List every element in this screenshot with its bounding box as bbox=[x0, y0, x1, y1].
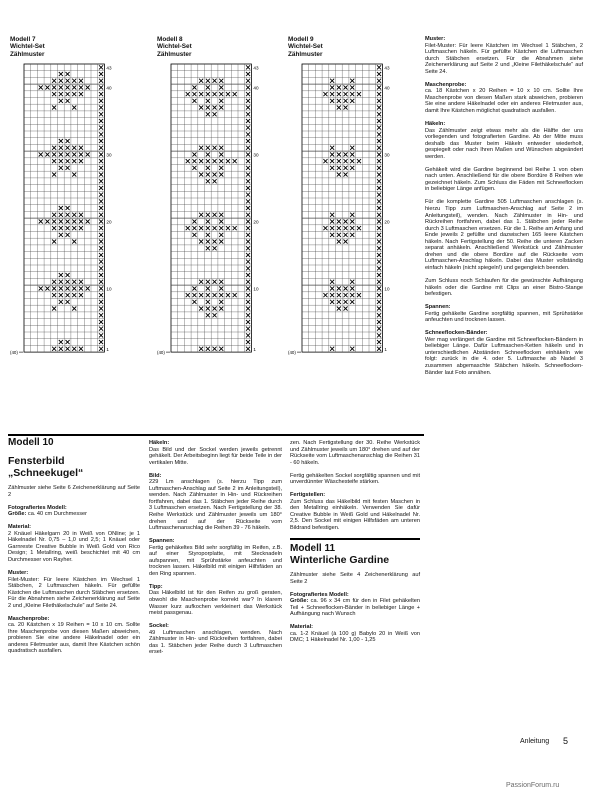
chart-model-label: Modell 7 bbox=[10, 36, 36, 43]
reference-text: Zählmuster siehe Seite 6 Zeichenerklärung auf Seite 2 bbox=[8, 485, 140, 498]
body-text: Das Häkelbild ist für den Reifen zu groß geraten, obwohl die Maschenprobe korrekt war? In klarem Wasser kurz aufkochen verkleinert das Werkstück meist passgenau. bbox=[149, 590, 282, 617]
section-heading: Fotografiertes Modell: bbox=[8, 504, 67, 511]
body-text: zen. Nach Fertigstellung der 30. Reihe Werkstück und Zählmuster jeweils um 180° drehen und auf der Rückseite vom Luftmaschenanschlag die Reihen 31 - 60 häkeln. bbox=[290, 440, 420, 466]
page-number: 5 bbox=[563, 736, 569, 746]
body-text: Filet-Muster: Für leere Kästchen im Wechsel 1 Stäbchen, 2 Luftmaschen häkeln. Für gefüllte Kästchen die Luftmaschen durch Stäbchen ersetzen. Für die Abnahmen siehe Zeichenerklärung auf Seite 2 und „Kleine Filethäkelschule“ auf Seite 24. bbox=[425, 42, 583, 75]
body-text: 229 Lm anschlagen (s. hierzu Tipp zum Luftmaschen-Anschlag auf Seite 2 im Anleitungsteil), wenden. Nach Zählmuster in Hin- und Rückreihen fortfahren, dabei das 1. Stäbchen jeder Reihe durch 3 Luftmaschen ersetzen. Nach Fertigstellung der 38. Reihe Werkstück und Zählmuster jeweils um 180° drehen und auf der Rückseite vom Luftmaschenanschlag die Reihen 39 - 76 häkeln. bbox=[149, 479, 282, 532]
row-tick-label: 40 bbox=[384, 85, 390, 91]
row-tick-label: 40 bbox=[253, 85, 259, 91]
section-heading: Maschenprobe: bbox=[8, 615, 50, 622]
body-text: Zum Schluss noch Schlaufen für die gewünschte Aufhängung häkeln oder die Gardine mit Clips an einer Bistro-Stange befestigen. bbox=[425, 278, 583, 298]
body-text: Fertig gehäkelte Gardine sorgfältig spannen, mit Sprühstärke anfeuchten und trocknen lassen. bbox=[425, 310, 583, 324]
row-tick-label: 43 bbox=[253, 65, 259, 71]
model-title-line1: Fensterbild bbox=[8, 454, 65, 467]
size-label: Größe: bbox=[290, 598, 309, 605]
reference-text: Zählmuster siehe Seite 4 Zeichenerklärung auf Seite 2 bbox=[290, 572, 420, 585]
row-tick-label: 30 bbox=[384, 152, 390, 158]
row-tick-label: 43 bbox=[384, 65, 390, 71]
section-heading: Sockel: bbox=[149, 623, 169, 630]
section-heading: Maschenprobe: bbox=[425, 81, 467, 88]
chart-model-label: Modell 8 bbox=[157, 36, 183, 43]
material-text: ca. 1-2 Knäuel (à 100 g) Babylo 20 in Weiß von DMC; 1 Häkelnadel Nr. 1,00 - 1,25 bbox=[290, 630, 420, 644]
model-number: Modell 11 bbox=[290, 542, 336, 554]
body-text: Für die komplette Gardine 505 Luftmaschen anschlagen (s. hierzu Tipp zum Luftmaschen-Anschlag auf Seite 2 im Anleitungsteil), wenden. Nach Zählmuster in Hin- und Rückreihen fortfahren, dabei das 1. Stäbchen jeder Reihe durch 3 Luftmaschen ersetzen. Für die 1. Reihe am Anfang und Ende jeweils 2 gefüllte und dazwischen 165 leere Kästchen häkeln. Nach Fertigstellung der 50. Reihe die unteren Zacken separat anhäkeln. Anschließend Werkstück und Zählmuster drehen und die obere Bordüre auf die Rückseite vom Luftmaschen-Anschlag häkeln. Dabei das Muster vollständig einfach häkeln (nicht spiegeln!) und gegengleich beenden. bbox=[425, 199, 583, 271]
section-heading: Muster: bbox=[8, 569, 29, 576]
start-marker-label: (40) bbox=[10, 350, 18, 356]
column-instructions bbox=[149, 440, 282, 662]
chart-modell-8 bbox=[157, 36, 259, 356]
section-heading: Fertigstellen: bbox=[290, 492, 326, 499]
body-text: Das Bild und der Sockel werden jeweils getrennt gehäkelt. Der Arbeitsbeginn liegt für beide Teile in der vertikalen Mitte. bbox=[149, 446, 282, 466]
section-heading: Material: bbox=[8, 524, 32, 531]
section-heading: Schneeflocken-Bänder: bbox=[425, 330, 488, 337]
row-tick-label: 40 bbox=[106, 85, 112, 91]
row-tick-label: 20 bbox=[106, 219, 112, 225]
section-heading: Bild: bbox=[149, 472, 162, 479]
pattern-text: Filet-Muster: Für leere Kästchen im Wechsel 1 Stäbchen, 2 Luftmaschen häkeln. Für gefüllte Kästchen die Luftmaschen durch Stäbchen ersetzen. Für die Abnahmen siehe Zeichenerklärung auf Seite 2 und „Kleine Filethäkelschule“ auf Seite 24. bbox=[8, 576, 140, 609]
row-tick-label: 10 bbox=[253, 286, 259, 292]
material-text: 2 Knäuel Häkelgarn 20 in Weiß von ONline; je 1 Häkelnadel Nr. 0,75 – 1,0 und 2,5; 1 Knäuel oder Garnreste Creative Bubble in Weiß Gold von Rico Design; 1 Metallring, weiß beschichtet mit 40 cm Durchmesser von Rayher. bbox=[8, 530, 140, 563]
section-heading: Spannen: bbox=[425, 304, 451, 311]
watermark: PassionForum.ru bbox=[506, 782, 560, 789]
row-tick-label: 10 bbox=[384, 286, 390, 292]
row-tick-label: 1 bbox=[106, 346, 109, 352]
section-heading: Muster: bbox=[425, 36, 446, 42]
row-tick-label: 1 bbox=[253, 346, 256, 352]
column-modell-11 bbox=[290, 440, 420, 650]
filet-chart-grid bbox=[157, 62, 297, 362]
chart-set-label: Wichtel-Set bbox=[10, 43, 45, 51]
body-text: Das Zählmuster zeigt etwas mehr als die Hälfte der uns vorliegenden und fotografierten Gardine. Ab der Mitte muss deshalb das Muster beim Häkeln entweder wiederholt, gespiegelt oder nach Ihren Maßen und Wünschen abgeändert werden. bbox=[425, 127, 583, 160]
body-text: Gehäkelt wird die Gardine beginnend bei Reihe 1 von oben nach unten. Anschließend für die obere Bordüre 8 Reihen wie gezeichnet häkeln. Zum Schluss die Fäden mit Schneeflocken in beliebiger Länge anfügen. bbox=[425, 166, 583, 193]
model-title-line2: „Schneekugel“ bbox=[8, 466, 84, 479]
filet-chart-grid bbox=[10, 62, 150, 362]
body-text: Zum Schluss das Häkelbild mit festen Maschen in den Metallring einhäkeln. Verwenden Sie dafür Creative Bubble in Weiß Gold und Häkelnadel Nr. 2,5. Den Sockel mit einigen Hilfsfäden am unteren Bildrand befestigen. bbox=[290, 498, 420, 532]
chart-set-label: Wichtel-Set bbox=[157, 43, 192, 51]
body-text: Fertig gehäkeltes Bild sehr sorgfältig im Reifen, z.B. auf einer Styroporplatte, mit Stecknadeln aufspannen, mit Sprühstärke anfeuchten und trocknen lassen. Häkelbild mit einigen Hilfsfäden an den Ring spannen. bbox=[149, 544, 282, 577]
chart-modell-7 bbox=[10, 36, 112, 356]
filet-chart-grid bbox=[288, 62, 428, 362]
section-heading: Material: bbox=[290, 624, 314, 631]
chart-modell-9 bbox=[288, 36, 390, 356]
row-tick-label: 10 bbox=[106, 286, 112, 292]
chart-pattern-label: Zählmuster bbox=[10, 50, 45, 58]
footer-label: Anleitung bbox=[520, 738, 550, 745]
chart-model-label: Modell 9 bbox=[288, 36, 314, 43]
section-heading: Spannen: bbox=[149, 538, 175, 545]
column-modell-10 bbox=[8, 436, 140, 662]
row-tick-label: 20 bbox=[384, 219, 390, 225]
chart-pattern-label: Zählmuster bbox=[157, 50, 192, 58]
model-number: Modell 10 bbox=[8, 437, 54, 448]
chart-pattern-label: Zählmuster bbox=[288, 50, 323, 58]
column-right bbox=[425, 36, 583, 383]
section-heading: Fotografiertes Modell: bbox=[290, 591, 349, 598]
chart-set-label: Wichtel-Set bbox=[288, 43, 323, 51]
section-heading: Häkeln: bbox=[149, 440, 170, 446]
body-text: 49 Luftmaschen anschlagen, wenden. Nach Zählmuster in Hin- und Rückreihen fortfahren, dabei das 1. Stäbchen jeder Reihe durch 3 Luftmaschen erset- bbox=[149, 629, 282, 656]
section-heading: Tipp: bbox=[149, 583, 163, 590]
row-tick-label: 20 bbox=[253, 219, 259, 225]
model-title: Winterliche Gardine bbox=[290, 553, 390, 566]
section-heading: Häkeln: bbox=[425, 121, 446, 128]
body-text: Fertig gehäkelten Sockel sorgfältig spannen und mit unverdünnter Wäschesteife stärken. bbox=[290, 472, 420, 486]
row-tick-label: 1 bbox=[384, 346, 387, 352]
model-divider bbox=[290, 538, 420, 540]
start-marker-label: (40) bbox=[288, 350, 296, 356]
start-marker-label: (40) bbox=[157, 350, 165, 356]
size-value: ca. 96 x 34 cm für den in Filet gehäkelten Teil + Schneeflocken-Bänder in beliebiger Länge + Aufhängung nach Wunsch bbox=[290, 598, 420, 618]
row-tick-label: 30 bbox=[253, 152, 259, 158]
row-tick-label: 30 bbox=[106, 152, 112, 158]
body-text: ca. 18 Kästchen x 20 Reihen = 10 x 10 cm. Sollte Ihre Maschenprobe von diesen Maßen stark abweichen, probieren Sie eine andere Häkelnadel oder ein anderes Filetmuster aus, damit Ihre Kästchen möglichst quadratisch ausfallen. bbox=[425, 88, 583, 114]
gauge-text: ca. 20 Kästchen x 19 Reihen = 10 x 10 cm. Sollte Ihre Maschenprobe von diesen Maßen abweichen, probieren Sie eine andere Häkelnadel oder ein anderes Filetmuster aus, damit Ihre Kästchen schön quadratisch ausfallen. bbox=[8, 622, 140, 655]
row-tick-label: 43 bbox=[106, 65, 112, 71]
size-label: Größe: bbox=[8, 511, 27, 518]
size-value: ca. 40 cm Durchmesser bbox=[26, 511, 87, 518]
body-text: Wer mag verlängert die Gardine mit Schneeflocken-Bändern in beliebiger Länge. Dafür Luftmaschen-Ketten häkeln und in unterschiedlichen Abständen Schneeflocken einhäkeln wie folgt: zurück in die 4. oder 5. Luftmasche ab Nadel 3 zusammen abgemaschte Stäbchen häkeln. Schneeflocken-Bänder laut Foto annähen. bbox=[425, 336, 583, 376]
